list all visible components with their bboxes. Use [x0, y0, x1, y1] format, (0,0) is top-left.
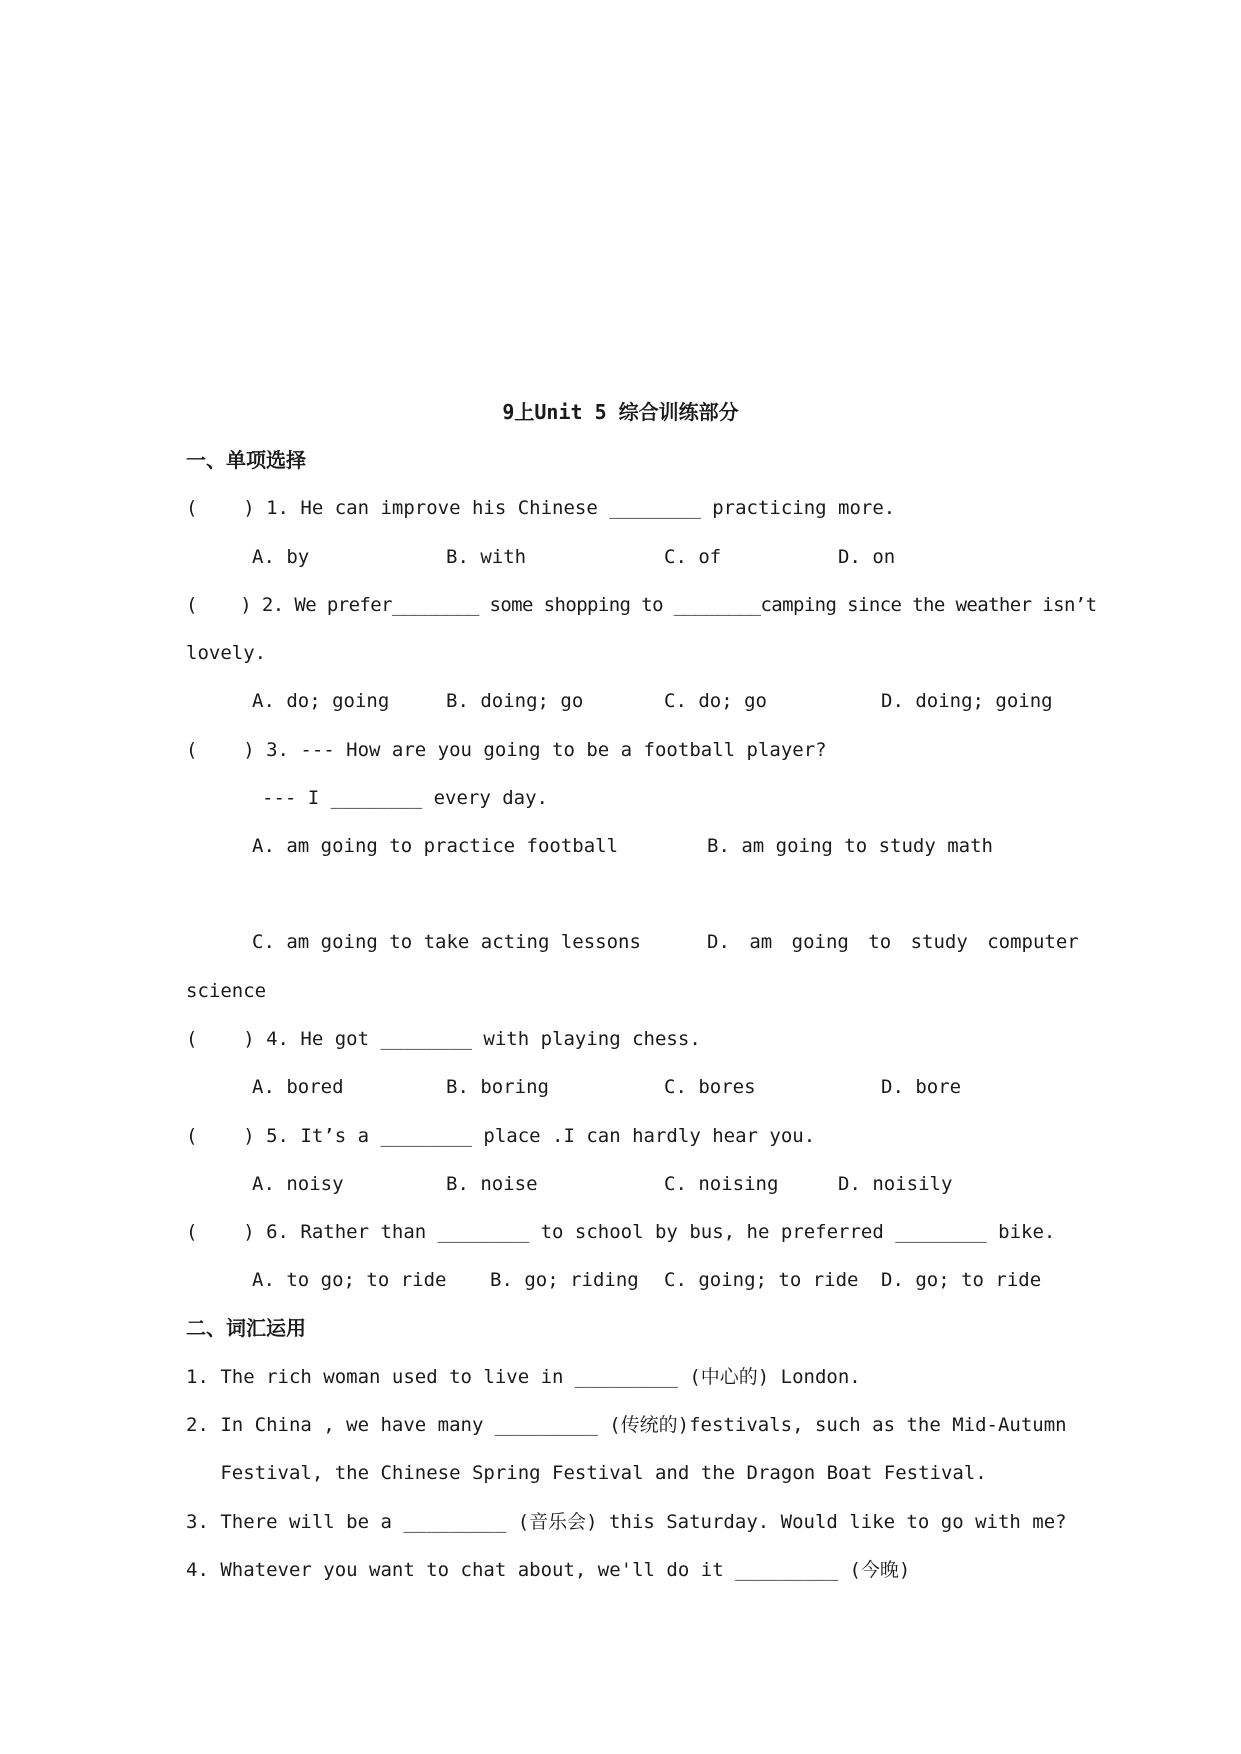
question-5-option-d: D. noisily [838, 1173, 953, 1195]
question-6-option-c: C. going; to ride [664, 1269, 859, 1291]
question-2-option-b: B. doing; go [446, 690, 584, 712]
question-5-option-b: B. noise [446, 1173, 538, 1195]
question-3-answer-line: --- I ________ every day. [262, 787, 548, 809]
question-1-option-c: C. of [664, 546, 722, 568]
question-2-option-c: C. do; go [664, 690, 767, 712]
question-2-option-d: D. doing; going [881, 690, 1053, 712]
question-3-stem: ( ) 3. --- How are you going to be a football player? [186, 739, 827, 761]
question-4-option-a: A. bored [252, 1076, 344, 1098]
question-5-option-a: A. noisy [252, 1173, 344, 1195]
question-1-option-d: D. on [838, 546, 896, 568]
question-2-stem: ( ) 2. We prefer________ some shopping to ________camping since the weather isn’t [186, 594, 1097, 616]
question-6-option-a: A. to go; to ride [252, 1269, 447, 1291]
question-4-stem: ( ) 4. He got ________ with playing chess. [186, 1028, 701, 1050]
question-4-option-c: C. bores [664, 1076, 756, 1098]
question-1-option-a: A. by [252, 546, 310, 568]
question-3-option-c: C. am going to take acting lessons [252, 931, 641, 953]
vocab-item-3: 3. There will be a _________ (音乐会) this Saturday. Would like to go with me? [186, 1511, 1067, 1533]
question-5-option-c: C. noising [664, 1173, 779, 1195]
section1-heading: 一、单项选择 [186, 448, 306, 472]
question-3-option-d: D. am going to study computer [707, 931, 1079, 953]
question-3-option-a: A. am going to practice football [252, 835, 619, 857]
question-1-option-b: B. with [446, 546, 527, 568]
question-3-option-d-continued: science [186, 980, 267, 1002]
question-2-option-a: A. do; going [252, 690, 390, 712]
question-6-option-d: D. go; to ride [881, 1269, 1042, 1291]
question-2-stem-continued: lovely. [186, 642, 267, 664]
vocab-item-2-continued: Festival, the Chinese Spring Festival and the Dragon Boat Festival. [186, 1462, 987, 1484]
question-6-stem: ( ) 6. Rather than ________ to school by bus, he preferred ________ bike. [186, 1221, 1056, 1243]
question-1-stem: ( ) 1. He can improve his Chinese ________ practicing more. [186, 497, 896, 519]
page-title: 9上Unit 5 综合训练部分 [502, 400, 739, 424]
question-5-stem: ( ) 5. It’s a ________ place .I can hardly hear you. [186, 1125, 816, 1147]
question-6-option-b: B. go; riding [490, 1269, 639, 1291]
question-4-option-b: B. boring [446, 1076, 549, 1098]
vocab-item-1: 1. The rich woman used to live in _________ (中心的) London. [186, 1366, 861, 1388]
question-3-option-b: B. am going to study math [707, 835, 993, 857]
vocab-item-2: 2. In China , we have many _________ (传统的)festivals, such as the Mid-Autumn [186, 1414, 1067, 1436]
vocab-item-4: 4. Whatever you want to chat about, we'll do it _________ (今晚) [186, 1559, 911, 1581]
question-4-option-d: D. bore [881, 1076, 962, 1098]
section2-heading: 二、词汇运用 [186, 1316, 306, 1340]
